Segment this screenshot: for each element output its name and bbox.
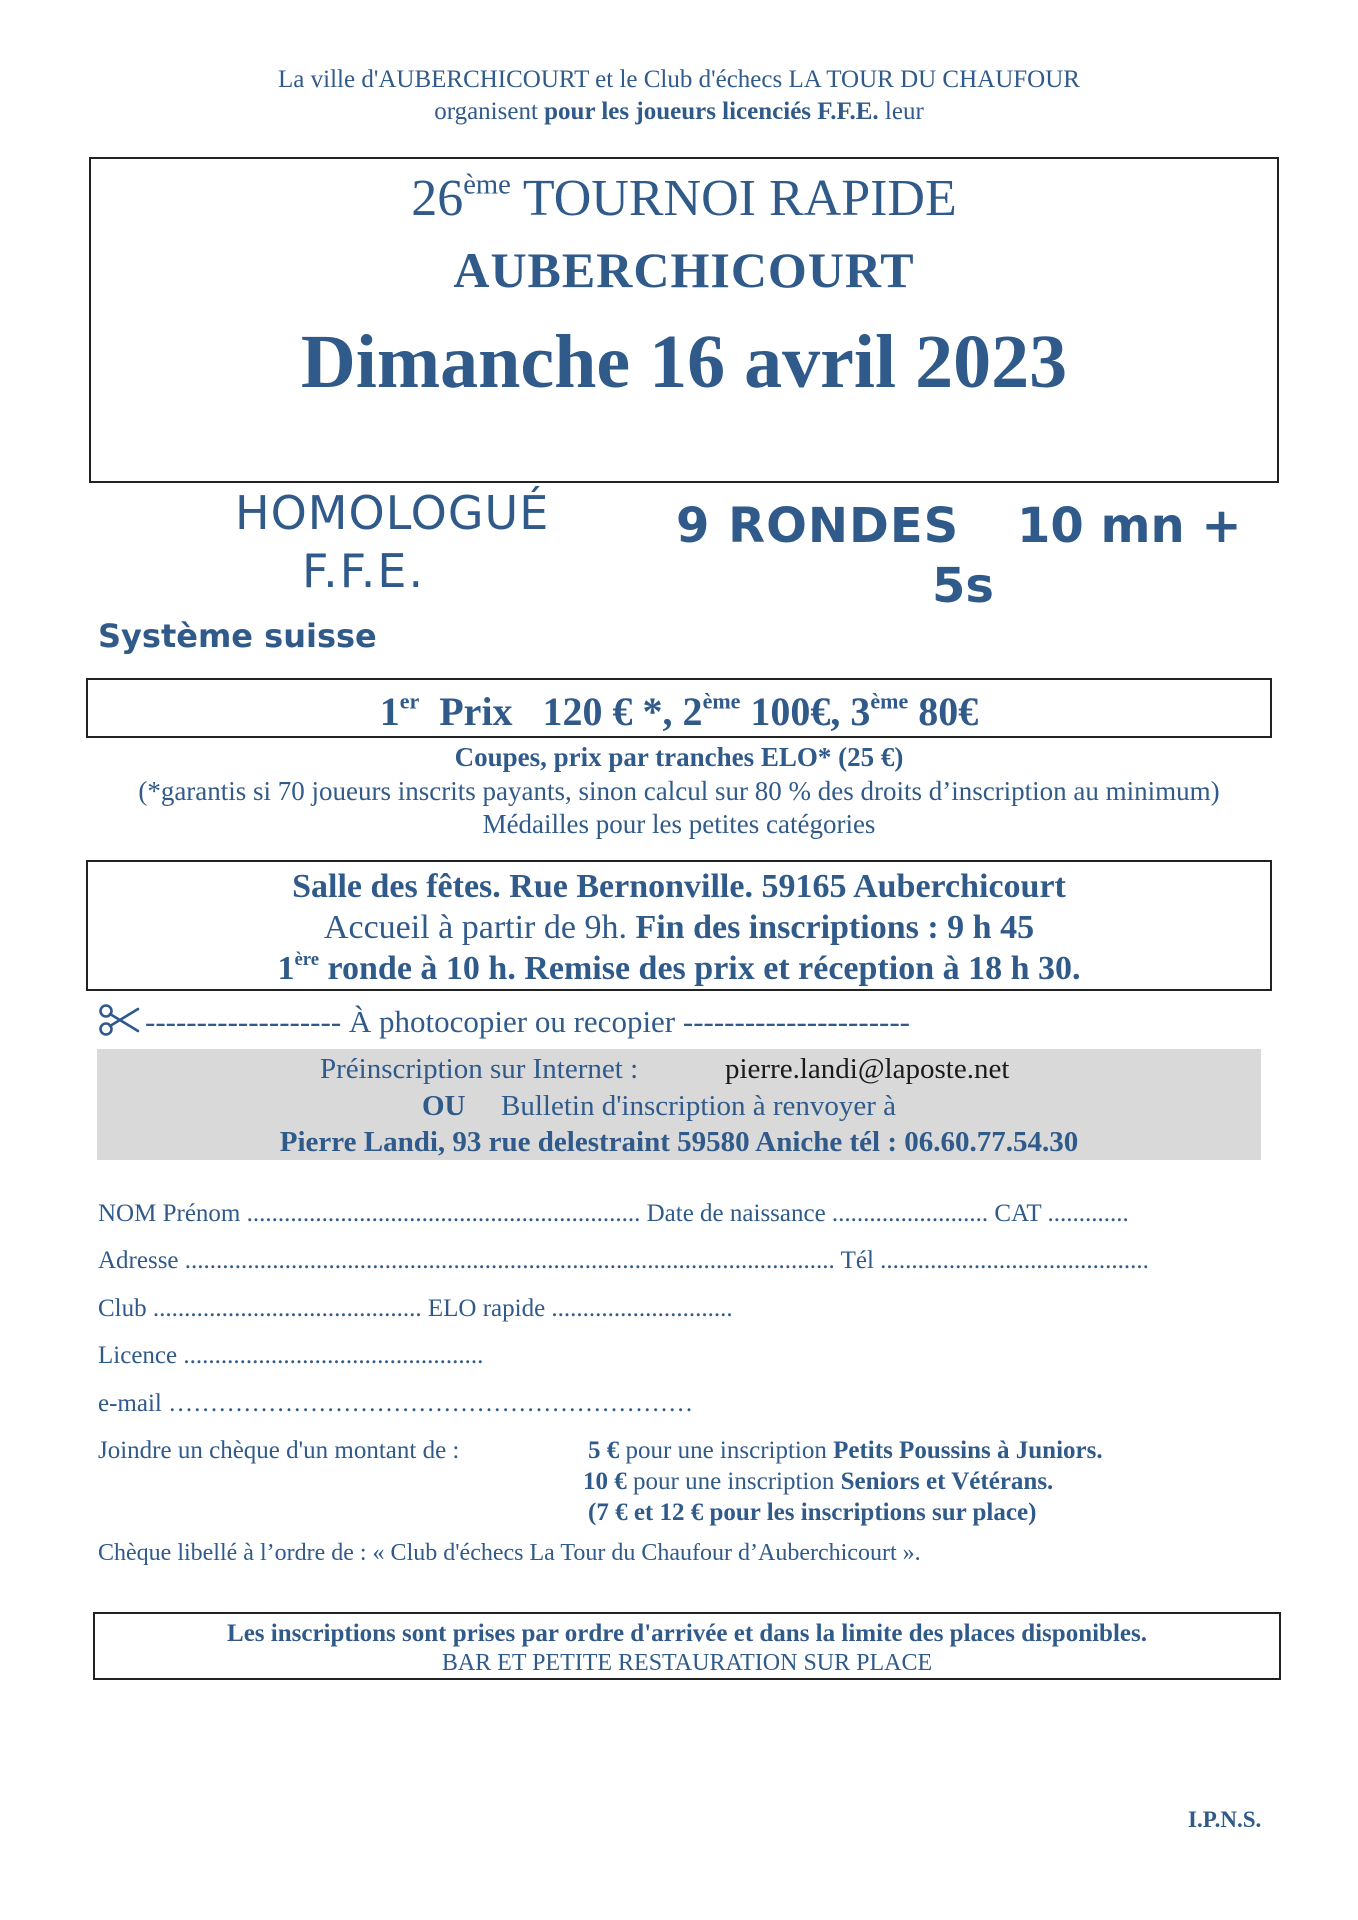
first-round-text: ronde à 10 h. Remise des prix et réception à 18 h 30. — [319, 950, 1081, 987]
ffe-label: F.F.E. — [302, 544, 426, 598]
mailing-address: Pierre Landi, 93 rue delestraint 59580 Aniche tél : 06.60.77.54.30 — [279, 1126, 1079, 1158]
venue-box — [86, 860, 1272, 991]
venue-schedule — [88, 909, 1270, 947]
preregistration-band — [97, 1049, 1261, 1160]
preregistration-email[interactable]: pierre.landi@laposte.net — [725, 1053, 1010, 1085]
first-round-num: 1 — [277, 950, 295, 987]
fee-youth-category: Petits Poussins à Juniors. — [833, 1437, 1103, 1464]
fee-on-site: (7 € et 12 € pour les inscriptions sur place) — [588, 1499, 1037, 1526]
edition-number: 26 — [411, 170, 464, 227]
cheque-label: Joindre un chèque d'un montant de : — [98, 1437, 460, 1464]
or-label: OU — [422, 1090, 466, 1122]
time-control-part-1: 10 mn + — [1017, 498, 1242, 554]
fee-senior-category: Seniors et Vétérans. — [840, 1468, 1054, 1495]
edition-superscript: ème — [463, 169, 511, 201]
scissors-icon — [98, 1003, 140, 1037]
form-row-club: Club ........................................... ELO rapide ............................. — [98, 1295, 733, 1322]
time-control-part-2: 5s — [932, 558, 994, 614]
fee-senior-mid: pour une inscription — [626, 1468, 841, 1495]
ipns-label: I.P.N.S. — [1188, 1807, 1262, 1832]
cut-line-text: ------------------- À photocopier ou recopier ---------------------- — [145, 1004, 910, 1039]
venue-registration-end: Fin des inscriptions : 9 h 45 — [635, 909, 1035, 946]
first-prize-text: Prix 120 € *, 2 — [419, 689, 703, 734]
venue-address: Salle des fêtes. Rue Bernonville. 59165 Auberchicourt — [292, 868, 1066, 905]
footer-box — [93, 1612, 1281, 1680]
first-prize-sup: er — [399, 688, 420, 714]
second-prize-sup: ème — [702, 688, 741, 714]
coupes-text: Coupes, prix par tranches ELO* (25 €) — [454, 742, 904, 772]
footer-bar-note: BAR ET PETITE RESTAURATION SUR PLACE — [441, 1650, 933, 1676]
guarantee-text: (*garantis si 70 joueurs inscrits payants, sinon calcul sur 80 % des droits d’inscription au minimum) — [138, 776, 1220, 806]
rounds-label: 9 RONDES — [676, 498, 960, 554]
form-row-address: Adresse ........................................................................................................ Tél ........................................... — [98, 1247, 1149, 1274]
footer-registration-note: Les inscriptions sont prises par ordre d'arrivée et dans la limite des places disponibles. — [227, 1620, 1147, 1647]
medals-text: Médailles pour les petites catégories — [482, 809, 876, 839]
prizes-box — [86, 678, 1272, 738]
first-round-sup: ère — [294, 948, 320, 970]
form-row-name: NOM Prénom ............................................................... Date de naissance ......................... CAT ............. — [98, 1200, 1129, 1227]
tournament-edition — [91, 169, 1277, 228]
edition-text: TOURNOI RAPIDE — [510, 170, 957, 227]
cheque-order: Chèque libellé à l’ordre de : « Club d'échecs La Tour du Chaufour d’Auberchicourt ». — [98, 1540, 921, 1566]
form-row-email: e-mail ……………………………………………………… — [98, 1390, 694, 1417]
bulletin-text: Bulletin d'inscription à renvoyer à — [501, 1090, 897, 1122]
second-prize-text: 100€, 3 — [740, 689, 871, 734]
header-line-2-pre: organisent — [434, 98, 545, 125]
prizes-line — [88, 688, 1270, 735]
fee-senior-amount: 10 € — [583, 1468, 627, 1495]
form-row-license: Licence ................................................ — [98, 1342, 484, 1369]
system-label: Système suisse — [98, 617, 377, 655]
homologue-label: HOMOLOGUÉ — [235, 486, 550, 540]
tournament-city: AUBERCHICOURT — [453, 242, 915, 298]
first-prize-num: 1 — [379, 689, 400, 734]
header-line-2-bold: pour les joueurs licenciés F.F.E. — [544, 98, 879, 125]
header-line-2-post: leur — [878, 98, 924, 125]
fee-youth-mid: pour une inscription — [619, 1437, 834, 1464]
third-prize-text: 80€ — [908, 689, 979, 734]
fee-senior — [583, 1468, 1053, 1496]
fee-youth-amount: 5 € — [588, 1437, 620, 1464]
venue-rounds — [88, 950, 1270, 988]
preregistration-label: Préinscription sur Internet : — [320, 1053, 639, 1085]
fee-youth — [588, 1437, 1103, 1465]
tournament-date: Dimanche 16 avril 2023 — [300, 320, 1068, 404]
venue-welcome: Accueil à partir de 9h. — [323, 909, 636, 946]
title-box — [89, 157, 1279, 483]
header-line-2 — [0, 98, 1358, 126]
third-prize-sup: ème — [870, 688, 909, 714]
header-line-1: La ville d'AUBERCHICOURT et le Club d'échecs LA TOUR DU CHAUFOUR — [278, 66, 1080, 93]
